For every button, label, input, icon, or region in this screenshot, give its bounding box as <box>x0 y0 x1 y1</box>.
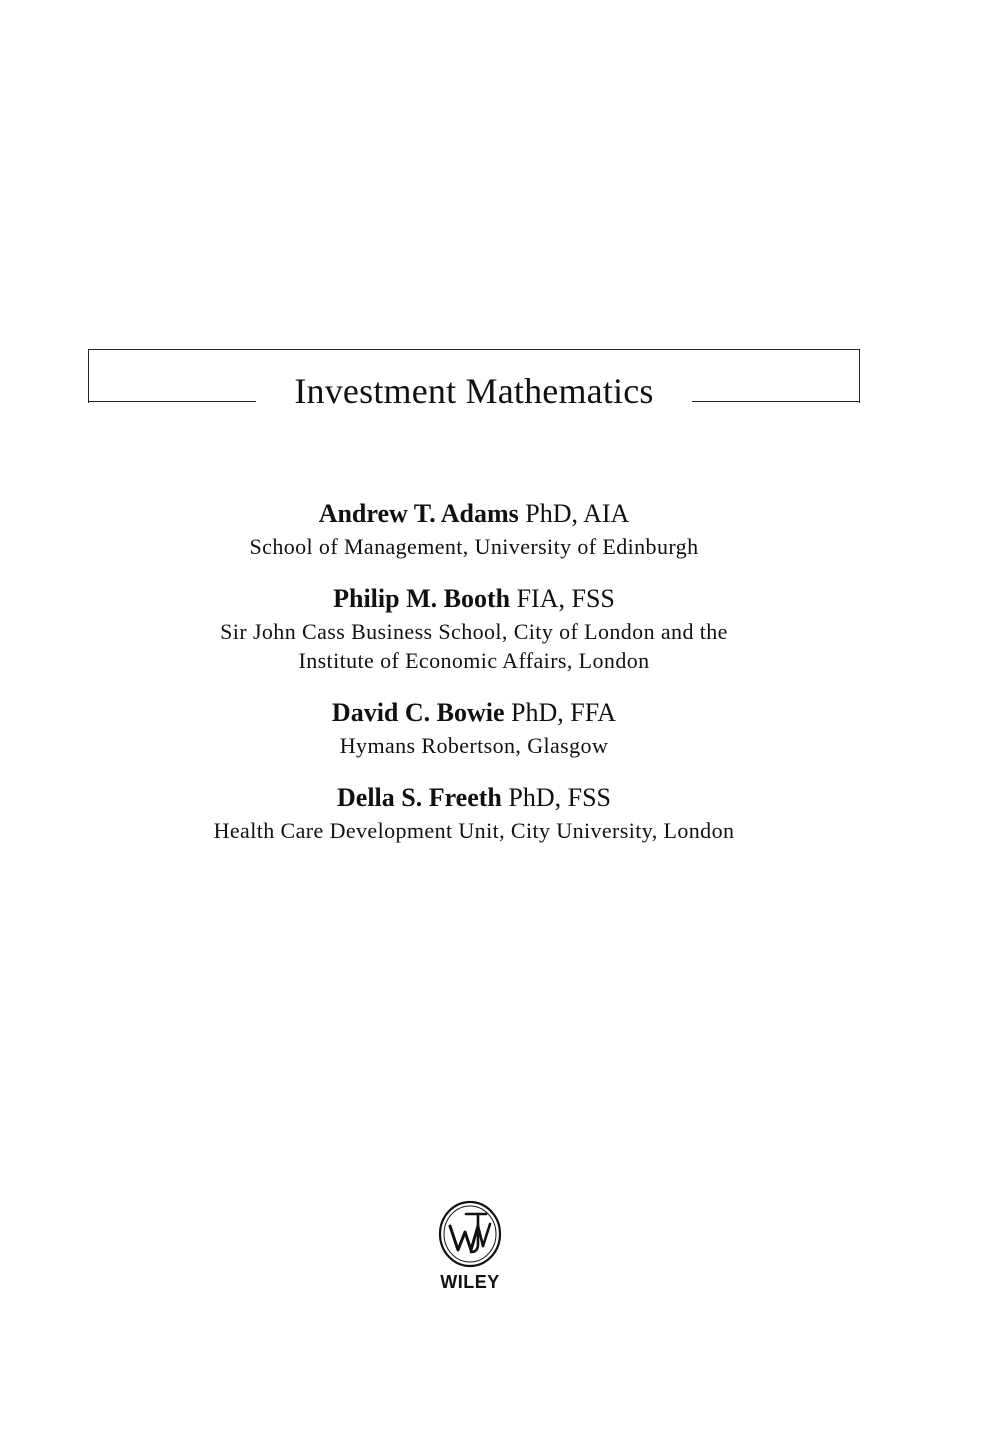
title-rule-left <box>88 401 256 402</box>
author-affiliation: Health Care Development Unit, City University, London <box>213 818 735 843</box>
author-line <box>0 695 948 731</box>
author-credentials: PhD, FSS <box>508 783 611 812</box>
author-line <box>0 581 948 617</box>
author-line <box>0 496 948 532</box>
publisher-logo <box>432 1200 508 1292</box>
author-line <box>0 780 948 816</box>
publisher-name: WILEY <box>440 1272 500 1292</box>
author-name: Della S. Freeth <box>337 783 502 812</box>
author-affiliation: School of Management, University of Edinburgh <box>249 534 699 559</box>
author-name: Philip M. Booth <box>333 584 511 613</box>
author-entry <box>0 780 948 845</box>
author-credentials: PhD, AIA <box>525 499 630 528</box>
author-name: Andrew T. Adams <box>318 499 519 528</box>
author-list <box>0 496 948 865</box>
author-credentials: FIA, FSS <box>516 584 615 613</box>
author-name: David C. Bowie <box>331 698 505 727</box>
book-title: Investment Mathematics <box>294 371 654 411</box>
wiley-seal-icon <box>438 1200 502 1268</box>
author-credentials: PhD, FFA <box>511 698 617 727</box>
author-affiliation: Sir John Cass Business School, City of London and the <box>220 619 728 644</box>
author-entry <box>0 695 948 760</box>
author-entry <box>0 496 948 561</box>
author-affiliation: Hymans Robertson, Glasgow <box>339 733 609 758</box>
title-rule-right <box>692 401 860 402</box>
author-affiliation: Institute of Economic Affairs, London <box>298 648 650 673</box>
author-entry <box>0 581 948 675</box>
